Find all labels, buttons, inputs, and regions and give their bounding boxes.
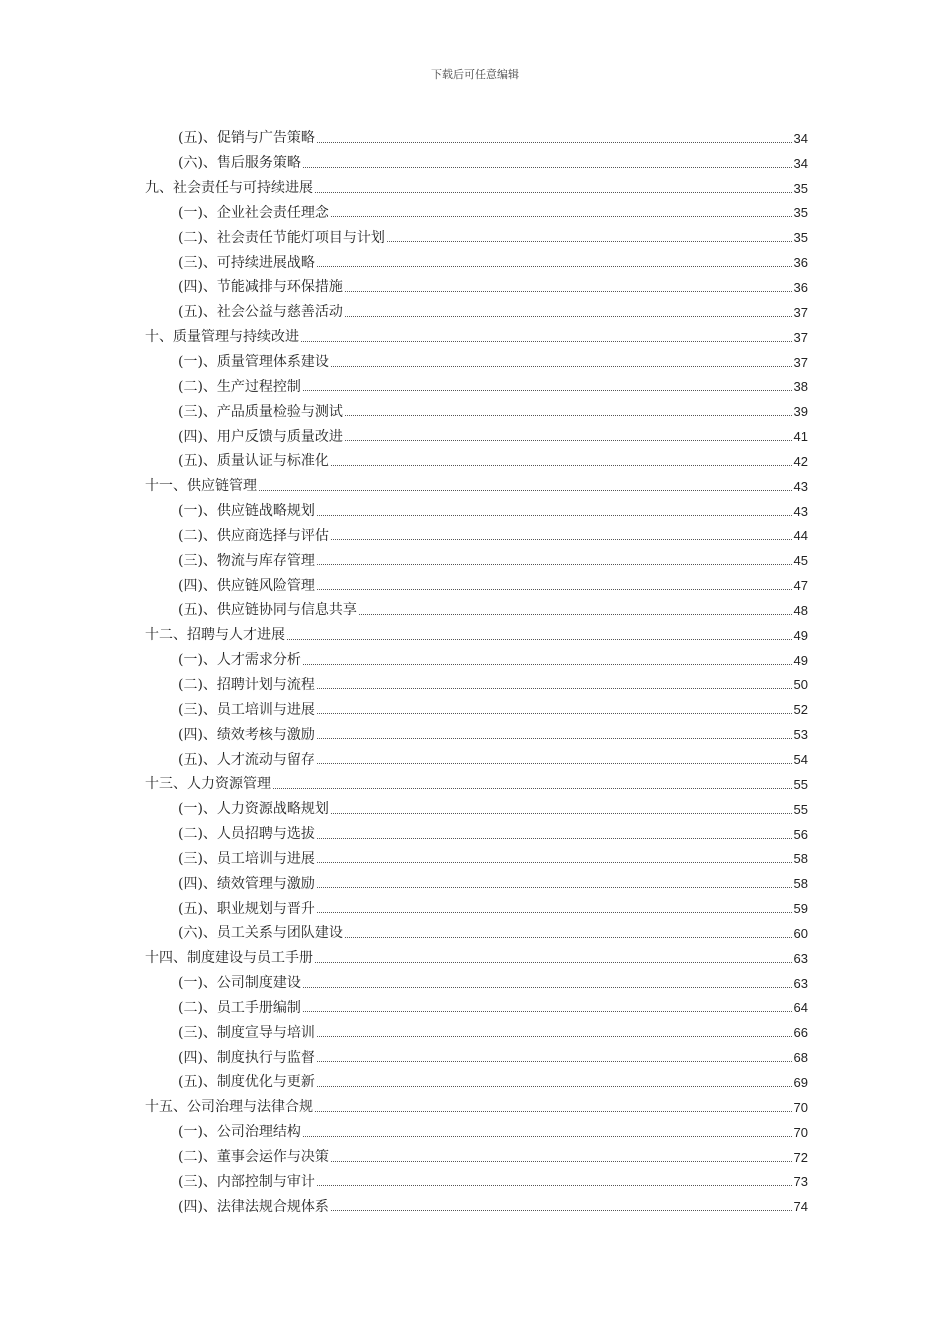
toc-entry-title: (一)、企业社会责任理念 bbox=[178, 204, 329, 221]
toc-page-number: 70 bbox=[793, 1099, 808, 1115]
toc-entry-title: (五)、职业规划与晋升 bbox=[178, 900, 315, 917]
toc-dot-leader bbox=[331, 465, 792, 466]
toc-section-entry[interactable] bbox=[145, 225, 808, 250]
toc-entry-title: (一)、人才需求分析 bbox=[178, 652, 301, 669]
toc-page-number: 42 bbox=[793, 453, 808, 469]
toc-dot-leader bbox=[345, 291, 792, 292]
toc-page-number: 49 bbox=[793, 652, 808, 668]
toc-section-entry[interactable] bbox=[145, 151, 808, 176]
toc-page-number: 36 bbox=[793, 279, 808, 295]
toc-section-entry[interactable] bbox=[145, 871, 808, 896]
toc-entry-title: (一)、人力资源战略规划 bbox=[178, 801, 329, 818]
toc-dot-leader bbox=[317, 1185, 792, 1186]
toc-dot-leader bbox=[317, 589, 792, 590]
toc-section-entry[interactable] bbox=[145, 126, 808, 151]
toc-page-number: 66 bbox=[793, 1025, 808, 1041]
toc-dot-leader bbox=[273, 788, 792, 789]
toc-dot-leader bbox=[331, 1210, 792, 1211]
toc-section-entry[interactable] bbox=[145, 797, 808, 822]
toc-chapter-entry[interactable] bbox=[145, 1095, 808, 1120]
toc-entry-title: (五)、社会公益与慈善活动 bbox=[178, 304, 343, 321]
toc-page-number: 52 bbox=[793, 702, 808, 718]
toc-section-entry[interactable] bbox=[145, 722, 808, 747]
toc-entry-title: 九、社会责任与可持续进展 bbox=[145, 180, 313, 197]
toc-section-entry[interactable] bbox=[145, 424, 808, 449]
toc-dot-leader bbox=[315, 192, 792, 193]
toc-section-entry[interactable] bbox=[145, 896, 808, 921]
toc-entry-title: (三)、产品质量检验与测试 bbox=[178, 403, 343, 420]
toc-page-number: 63 bbox=[793, 975, 808, 991]
toc-section-entry[interactable] bbox=[145, 846, 808, 871]
toc-dot-leader bbox=[303, 167, 792, 168]
toc-entry-title: (二)、人员招聘与选拔 bbox=[178, 826, 315, 843]
toc-page-number: 44 bbox=[793, 528, 808, 544]
toc-page-number: 36 bbox=[793, 255, 808, 271]
toc-page-number: 38 bbox=[793, 379, 808, 395]
toc-section-entry[interactable] bbox=[145, 822, 808, 847]
toc-section-entry[interactable] bbox=[145, 996, 808, 1021]
toc-section-entry[interactable] bbox=[145, 524, 808, 549]
toc-page-number: 37 bbox=[793, 329, 808, 345]
toc-dot-leader bbox=[303, 1011, 792, 1012]
toc-page-number: 34 bbox=[793, 130, 808, 146]
toc-page-number: 74 bbox=[793, 1199, 808, 1215]
toc-entry-title: 十四、制度建设与员工手册 bbox=[145, 950, 313, 967]
toc-dot-leader bbox=[317, 564, 792, 565]
toc-section-entry[interactable] bbox=[145, 971, 808, 996]
toc-entry-title: (四)、用户反馈与质量改进 bbox=[178, 428, 343, 445]
toc-section-entry[interactable] bbox=[145, 697, 808, 722]
toc-dot-leader bbox=[345, 316, 792, 317]
toc-entry-title: (一)、公司治理结构 bbox=[178, 1124, 301, 1141]
toc-dot-leader bbox=[317, 738, 792, 739]
toc-entry-title: (四)、法律法规合规体系 bbox=[178, 1198, 329, 1215]
toc-entry-title: (五)、促销与广告策略 bbox=[178, 130, 315, 147]
toc-entry-title: (三)、内部控制与审计 bbox=[178, 1173, 315, 1190]
toc-dot-leader bbox=[331, 216, 792, 217]
table-of-contents bbox=[145, 126, 808, 1219]
toc-entry-title: 十五、公司治理与法律合规 bbox=[145, 1099, 313, 1116]
toc-page-number: 54 bbox=[793, 752, 808, 768]
toc-entry-title: (五)、供应链协同与信息共享 bbox=[178, 602, 357, 619]
toc-entry-title: (四)、制度执行与监督 bbox=[178, 1049, 315, 1066]
toc-entry-title: (三)、制度宣导与培训 bbox=[178, 1024, 315, 1041]
toc-section-entry[interactable] bbox=[145, 399, 808, 424]
toc-section-entry[interactable] bbox=[145, 747, 808, 772]
toc-chapter-entry[interactable] bbox=[145, 325, 808, 350]
toc-dot-leader bbox=[317, 515, 792, 516]
toc-dot-leader bbox=[345, 440, 792, 441]
toc-dot-leader bbox=[303, 1136, 792, 1137]
toc-page-number: 72 bbox=[793, 1149, 808, 1165]
toc-dot-leader bbox=[317, 912, 792, 913]
toc-page-number: 73 bbox=[793, 1174, 808, 1190]
toc-page-number: 49 bbox=[793, 627, 808, 643]
toc-page-number: 43 bbox=[793, 478, 808, 494]
toc-page-number: 55 bbox=[793, 801, 808, 817]
toc-page-number: 39 bbox=[793, 404, 808, 420]
toc-dot-leader bbox=[317, 1061, 792, 1062]
toc-dot-leader bbox=[317, 266, 792, 267]
toc-entry-title: (一)、供应链战略规划 bbox=[178, 503, 315, 520]
toc-dot-leader bbox=[345, 937, 792, 938]
toc-dot-leader bbox=[331, 813, 792, 814]
toc-dot-leader bbox=[303, 987, 792, 988]
toc-section-entry[interactable] bbox=[145, 1020, 808, 1045]
toc-section-entry[interactable] bbox=[145, 1169, 808, 1194]
toc-entry-title: (三)、可持续进展战略 bbox=[178, 254, 315, 271]
toc-section-entry[interactable] bbox=[145, 1120, 808, 1145]
toc-entry-title: (六)、售后服务策略 bbox=[178, 155, 301, 172]
toc-dot-leader bbox=[303, 664, 792, 665]
toc-entry-title: 十、质量管理与持续改进 bbox=[145, 329, 299, 346]
toc-chapter-entry[interactable] bbox=[145, 176, 808, 201]
toc-section-entry[interactable] bbox=[145, 1194, 808, 1219]
toc-page-number: 35 bbox=[793, 180, 808, 196]
toc-entry-title: (四)、绩效管理与激励 bbox=[178, 875, 315, 892]
toc-section-entry[interactable] bbox=[145, 548, 808, 573]
toc-entry-title: (三)、员工培训与进展 bbox=[178, 850, 315, 867]
toc-page-number: 64 bbox=[793, 1000, 808, 1016]
toc-chapter-entry[interactable] bbox=[145, 623, 808, 648]
toc-entry-title: (一)、质量管理体系建设 bbox=[178, 354, 329, 371]
toc-dot-leader bbox=[317, 713, 792, 714]
toc-dot-leader bbox=[301, 341, 792, 342]
toc-page-number: 56 bbox=[793, 826, 808, 842]
page-header: 下载后可任意编辑 bbox=[431, 68, 519, 81]
toc-page-number: 43 bbox=[793, 503, 808, 519]
toc-dot-leader bbox=[331, 1161, 792, 1162]
toc-dot-leader bbox=[359, 614, 792, 615]
toc-page-number: 48 bbox=[793, 602, 808, 618]
toc-dot-leader bbox=[317, 763, 792, 764]
toc-entry-title: (六)、员工关系与团队建设 bbox=[178, 925, 343, 942]
toc-page-number: 50 bbox=[793, 677, 808, 693]
toc-entry-title: 十一、供应链管理 bbox=[145, 478, 257, 495]
toc-section-entry[interactable] bbox=[145, 201, 808, 226]
toc-page-number: 37 bbox=[793, 354, 808, 370]
toc-entry-title: (一)、公司制度建设 bbox=[178, 975, 301, 992]
toc-section-entry[interactable] bbox=[145, 374, 808, 399]
toc-page-number: 35 bbox=[793, 205, 808, 221]
toc-page-number: 59 bbox=[793, 901, 808, 917]
toc-entry-title: 十二、招聘与人才进展 bbox=[145, 627, 285, 644]
toc-page-number: 58 bbox=[793, 851, 808, 867]
toc-section-entry[interactable] bbox=[145, 449, 808, 474]
toc-dot-leader bbox=[259, 490, 792, 491]
toc-entry-title: (四)、供应链风险管理 bbox=[178, 577, 315, 594]
toc-chapter-entry[interactable] bbox=[145, 474, 808, 499]
toc-page-number: 58 bbox=[793, 876, 808, 892]
toc-entry-title: (四)、节能减排与环保措施 bbox=[178, 279, 343, 296]
toc-section-entry[interactable] bbox=[145, 1145, 808, 1170]
toc-entry-title: (四)、绩效考核与激励 bbox=[178, 726, 315, 743]
toc-page-number: 37 bbox=[793, 304, 808, 320]
toc-section-entry[interactable] bbox=[145, 921, 808, 946]
toc-entry-title: (二)、供应商选择与评估 bbox=[178, 527, 329, 544]
toc-dot-leader bbox=[317, 688, 792, 689]
toc-entry-title: (三)、物流与库存管理 bbox=[178, 552, 315, 569]
toc-entry-title: (二)、招聘计划与流程 bbox=[178, 676, 315, 693]
toc-page-number: 45 bbox=[793, 553, 808, 569]
toc-entry-title: (五)、制度优化与更新 bbox=[178, 1074, 315, 1091]
toc-page-number: 35 bbox=[793, 230, 808, 246]
toc-page-number: 69 bbox=[793, 1074, 808, 1090]
toc-dot-leader bbox=[331, 366, 792, 367]
toc-entry-title: (五)、人才流动与留存 bbox=[178, 751, 315, 768]
toc-entry-title: (二)、社会责任节能灯项目与计划 bbox=[178, 229, 385, 246]
toc-dot-leader bbox=[303, 390, 792, 391]
toc-entry-title: (三)、员工培训与进展 bbox=[178, 701, 315, 718]
toc-dot-leader bbox=[317, 1086, 792, 1087]
toc-section-entry[interactable] bbox=[145, 499, 808, 524]
toc-dot-leader bbox=[317, 838, 792, 839]
toc-chapter-entry[interactable] bbox=[145, 946, 808, 971]
toc-dot-leader bbox=[331, 539, 792, 540]
toc-page-number: 60 bbox=[793, 925, 808, 941]
toc-page-number: 55 bbox=[793, 776, 808, 792]
toc-section-entry[interactable] bbox=[145, 573, 808, 598]
toc-dot-leader bbox=[317, 887, 792, 888]
toc-dot-leader bbox=[317, 1036, 792, 1037]
toc-section-entry[interactable] bbox=[145, 250, 808, 275]
toc-entry-title: (五)、质量认证与标准化 bbox=[178, 453, 329, 470]
toc-dot-leader bbox=[387, 241, 792, 242]
toc-dot-leader bbox=[345, 415, 792, 416]
toc-entry-title: (二)、员工手册编制 bbox=[178, 999, 301, 1016]
toc-page-number: 68 bbox=[793, 1050, 808, 1066]
toc-page-number: 70 bbox=[793, 1124, 808, 1140]
toc-entry-title: (二)、董事会运作与决策 bbox=[178, 1149, 329, 1166]
toc-dot-leader bbox=[317, 862, 792, 863]
toc-dot-leader bbox=[315, 962, 792, 963]
toc-section-entry[interactable] bbox=[145, 300, 808, 325]
toc-section-entry[interactable] bbox=[145, 598, 808, 623]
toc-chapter-entry[interactable] bbox=[145, 772, 808, 797]
toc-section-entry[interactable] bbox=[145, 1045, 808, 1070]
toc-dot-leader bbox=[317, 142, 792, 143]
toc-page-number: 53 bbox=[793, 727, 808, 743]
toc-entry-title: 十三、人力资源管理 bbox=[145, 776, 271, 793]
toc-section-entry[interactable] bbox=[145, 673, 808, 698]
toc-section-entry[interactable] bbox=[145, 275, 808, 300]
toc-page-number: 41 bbox=[793, 429, 808, 445]
toc-page-number: 47 bbox=[793, 578, 808, 594]
toc-page-number: 34 bbox=[793, 155, 808, 171]
toc-entry-title: (二)、生产过程控制 bbox=[178, 378, 301, 395]
toc-section-entry[interactable] bbox=[145, 1070, 808, 1095]
toc-section-entry[interactable] bbox=[145, 648, 808, 673]
toc-section-entry[interactable] bbox=[145, 350, 808, 375]
toc-dot-leader bbox=[315, 1111, 792, 1112]
toc-page-number: 63 bbox=[793, 950, 808, 966]
toc-dot-leader bbox=[287, 639, 792, 640]
